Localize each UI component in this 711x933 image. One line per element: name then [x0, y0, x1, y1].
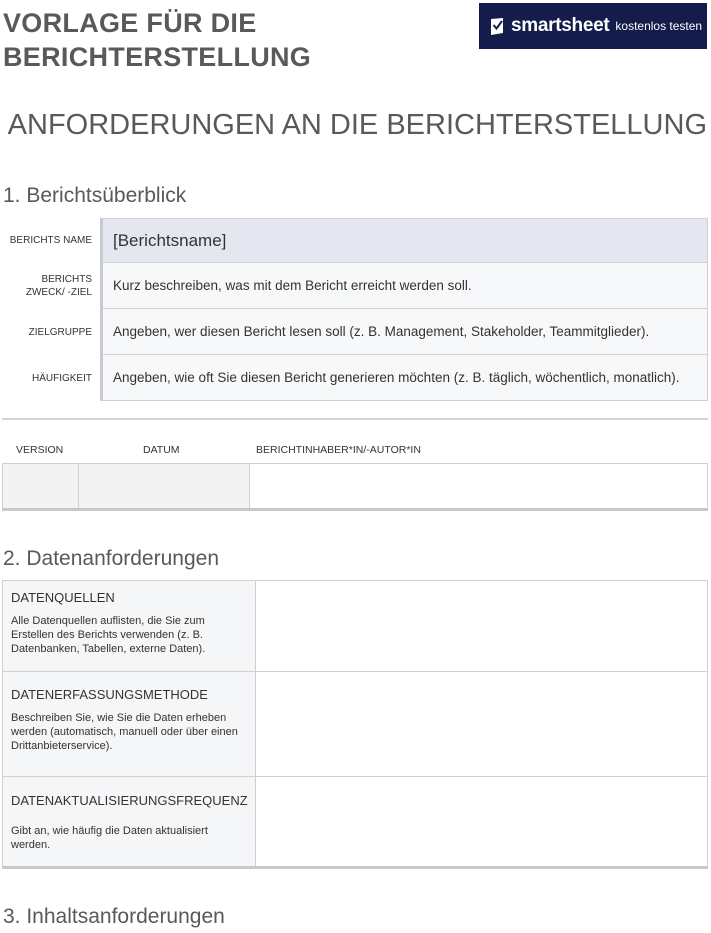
- data-label-cell: [3, 777, 256, 866]
- section-heading-overview: 1. Berichtsüberblick: [3, 184, 187, 207]
- data-label-cell: [3, 672, 256, 776]
- data-label-cell: [3, 581, 256, 671]
- data-row-description: Alle Datenquellen auflisten, die Sie zum Erstellen des Berichts verwenden (z. B. Datenbanken, Tabellen, externe Daten).: [11, 615, 206, 655]
- frequency-field[interactable]: Angeben, wie oft Sie diesen Bericht generieren möchten (z. B. täglich, wöchentlich, monatlich).: [100, 355, 708, 401]
- version-table-header: [2, 444, 708, 460]
- owner-field[interactable]: [250, 463, 708, 508]
- report-purpose-field[interactable]: Kurz beschreiben, was mit dem Bericht erreicht werden soll.: [100, 263, 708, 309]
- version-column-header: VERSION: [16, 444, 64, 456]
- overview-row-frequency: [2, 355, 708, 401]
- date-field[interactable]: [79, 463, 250, 508]
- document-title: VORLAGE FÜR DIE BERICHTERSTELLUNG: [3, 8, 312, 72]
- data-sources-field[interactable]: [256, 581, 707, 671]
- version-table-row: [2, 463, 708, 511]
- data-row-description: Beschreiben Sie, wie Sie die Daten erheben werden (automatisch, manuell oder über einen Drittanbieterservice).: [11, 712, 238, 752]
- smartsheet-trial-button[interactable]: [479, 3, 707, 49]
- main-heading: ANFORDERUNGEN AN DIE BERICHTERSTELLUNG: [7, 109, 707, 141]
- overview-label: ZIELGRUPPE: [28, 326, 92, 338]
- data-row-frequency: [2, 776, 708, 866]
- overview-table: [2, 218, 708, 401]
- owner-column-header: BERICHTINHABER*IN/-AUTOR*IN: [256, 444, 421, 456]
- overview-label: BERICHTS NAME: [9, 235, 92, 246]
- logo-cta: kostenlos testen: [615, 19, 703, 33]
- data-method-field[interactable]: [256, 672, 707, 776]
- section-heading-data: 2. Datenanforderungen: [3, 547, 219, 570]
- data-row-title: DATENAKTUALISIERUNGSFREQUENZ: [11, 793, 248, 808]
- logo-brand: smartsheet: [511, 15, 610, 36]
- data-row-title: DATENQUELLEN: [11, 590, 115, 605]
- data-row-title: DATENERFASSUNGSMETHODE: [11, 687, 208, 702]
- report-name-field[interactable]: [Berichtsname]: [100, 218, 708, 263]
- audience-field[interactable]: Angeben, wer diesen Bericht lesen soll (z. B. Management, Stakeholder, Teammitglieder).: [100, 309, 708, 355]
- overview-label: BERICHTS ZWECK/ -ZIEL: [25, 274, 92, 298]
- data-row-method: [2, 671, 708, 776]
- data-row-description: Gibt an, wie häufig die Daten aktualisiert werden.: [11, 825, 208, 851]
- overview-row-name: [2, 218, 708, 263]
- date-column-header: DATUM: [143, 444, 180, 456]
- overview-row-purpose: [2, 263, 708, 309]
- data-requirements-table: [2, 580, 708, 869]
- version-field[interactable]: [2, 463, 79, 508]
- section-divider: [2, 418, 708, 420]
- data-frequency-field[interactable]: [256, 777, 707, 866]
- overview-label: HÄUFIGKEIT: [31, 372, 92, 384]
- data-row-sources: [2, 580, 708, 671]
- smartsheet-check-icon: [491, 18, 506, 35]
- overview-row-audience: [2, 309, 708, 355]
- section-heading-content: 3. Inhaltsanforderungen: [3, 905, 225, 928]
